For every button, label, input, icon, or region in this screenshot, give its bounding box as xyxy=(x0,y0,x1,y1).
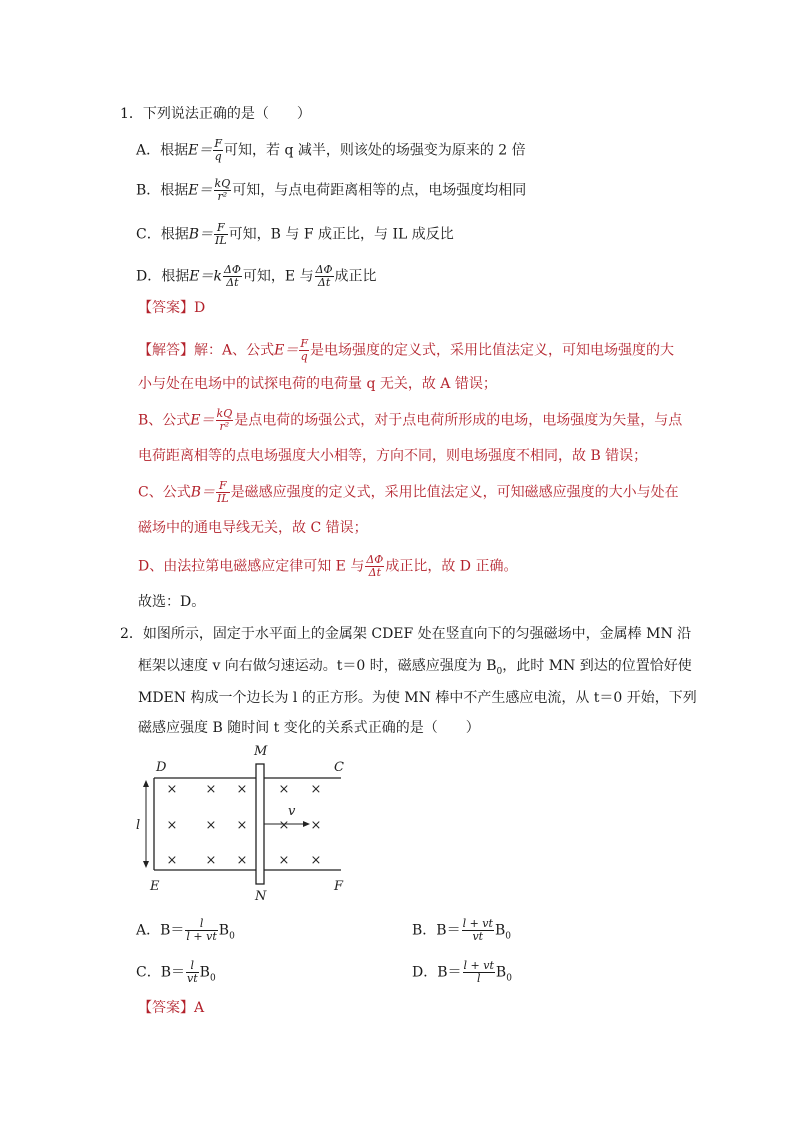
analysis-label: 【解答】 xyxy=(138,342,194,359)
metal-bar-mn xyxy=(256,764,264,884)
fraction-denominator: r² xyxy=(217,190,228,203)
fraction-numerator: F xyxy=(214,137,222,150)
option-d-text: 成正比 xyxy=(334,268,377,285)
option-fraction xyxy=(185,918,217,943)
q2-text: ，此时 MN 到达的位置恰好使 xyxy=(502,658,692,674)
velocity-arrow-head xyxy=(303,821,310,827)
option-d-lhs: E＝k xyxy=(189,268,222,285)
answer-value: A xyxy=(194,1000,205,1016)
fraction-denominator: Δt xyxy=(317,276,331,289)
analysis-text: D、由法拉第电磁感应定律可知 E 与 xyxy=(138,558,365,575)
q2-option-b xyxy=(412,918,511,946)
q2-line-4: 磁感应强度 B 随时间 t 变化的关系式正确的是（ ） xyxy=(138,720,480,736)
label-m: M xyxy=(254,744,268,759)
option-c-prefix: C．根据 xyxy=(136,226,189,243)
option-d-fraction xyxy=(223,264,242,289)
fraction-denominator: q xyxy=(214,150,222,163)
q2-line-3: MDEN 构成一个边长为 l 的正方形。为使 MN 棒中不产生感应电流，从 t＝0 开始，下列 xyxy=(138,690,697,706)
field-cross: × xyxy=(278,853,290,868)
field-cross: × xyxy=(236,782,248,797)
option-prefix: B．B＝ xyxy=(412,922,461,939)
analysis-line-5 xyxy=(138,480,679,505)
option-fraction xyxy=(186,960,199,985)
answer-value: D xyxy=(194,300,206,316)
analysis-line-3 xyxy=(138,408,682,433)
analysis-text: 解：A、公式 xyxy=(194,342,275,359)
label-v: v xyxy=(288,804,296,819)
analysis-text: B、公式 xyxy=(138,412,191,429)
q2-option-d xyxy=(412,960,512,988)
q1-option-b xyxy=(136,178,526,203)
fraction-numerator: F xyxy=(214,222,228,235)
analysis-line-2: 小与处在电场中的试探电荷的电荷量 q 无关，故 A 错误； xyxy=(138,376,497,392)
field-cross: × xyxy=(236,853,248,868)
q1-answer xyxy=(138,298,205,318)
option-b-prefix: B．根据 xyxy=(136,182,189,199)
field-cross: × xyxy=(205,818,217,833)
q2-text: 框架以速度 v 向右做匀速运动。t＝0 时，磁感应强度为 B xyxy=(138,658,497,674)
analysis-line-7 xyxy=(138,554,517,579)
option-d-prefix: D．根据 xyxy=(136,268,190,285)
fraction-denominator: l xyxy=(476,972,481,985)
analysis-text: C、公式 xyxy=(138,484,191,501)
analysis-line-4: 电荷距离相等的点电场强度大小相等，方向不同，则电场强度不相同，故 B 错误； xyxy=(138,448,648,464)
field-cross: × xyxy=(310,853,322,868)
fraction-numerator: kQ xyxy=(214,177,231,190)
option-c-text: 可知，B 与 F 成正比，与 IL 成反比 xyxy=(228,226,454,243)
fraction-numerator: kQ xyxy=(216,407,233,420)
option-b-symbol: B xyxy=(218,922,230,939)
analysis-fraction xyxy=(299,338,309,363)
arrow-head-down xyxy=(143,861,149,868)
arrow-head-up xyxy=(143,780,149,787)
field-cross: × xyxy=(236,818,248,833)
option-b-symbol: B xyxy=(494,922,506,939)
field-cross: × xyxy=(166,853,178,868)
option-d-middle: 可知，E 与 xyxy=(242,268,314,285)
formula-lhs: B＝ xyxy=(190,484,216,501)
fraction-denominator: vt xyxy=(472,930,484,943)
label-l: l xyxy=(136,818,141,833)
field-cross: × xyxy=(166,782,178,797)
option-d-fraction-2 xyxy=(315,264,334,289)
answer-label: 【答案】 xyxy=(138,1000,194,1016)
option-c-lhs: B＝ xyxy=(188,226,214,243)
fraction-denominator: IL xyxy=(215,234,227,247)
option-a-text: 可知，若 q 减半，则该处的场强变为原来的 2 倍 xyxy=(224,142,526,159)
q1-stem: 1．下列说法正确的是（ ） xyxy=(120,106,311,122)
fraction-denominator: Δt xyxy=(368,566,382,579)
subscript: 0 xyxy=(496,666,503,677)
analysis-text: 是点电荷的场强公式，对于点电荷所形成的电场，电场强度为矢量，与点 xyxy=(234,412,683,429)
answer-label: 【答案】 xyxy=(138,300,194,316)
fraction-denominator: l + vt xyxy=(186,930,217,943)
fraction-numerator: l xyxy=(186,960,199,973)
field-cross: × xyxy=(205,853,217,868)
q1-option-c xyxy=(136,222,454,247)
q2-answer xyxy=(138,998,204,1018)
field-cross: × xyxy=(278,818,290,833)
analysis-text: 成正比，故 D 正确。 xyxy=(385,558,518,575)
fraction-numerator: l + vt xyxy=(462,917,493,930)
label-d: D xyxy=(156,760,167,775)
q1-option-d xyxy=(136,264,377,289)
fraction-denominator: Δt xyxy=(226,276,239,289)
subscript: 0 xyxy=(505,931,511,942)
analysis-fraction xyxy=(216,480,230,505)
option-prefix: C．B＝ xyxy=(136,964,185,981)
label-f: F xyxy=(334,879,344,894)
subscript: 0 xyxy=(209,973,216,984)
fraction-denominator: vt xyxy=(187,972,198,985)
option-b-lhs: E＝ xyxy=(188,182,213,199)
field-cross: × xyxy=(166,818,178,833)
q1-option-a xyxy=(136,138,526,163)
option-a-prefix: A．根据 xyxy=(136,142,189,159)
fraction-denominator: r² xyxy=(219,420,230,433)
analysis-line-1 xyxy=(138,338,674,363)
q1-choose: 故选：D。 xyxy=(138,594,206,610)
fraction-numerator: l + vt xyxy=(463,959,494,972)
option-a-fraction xyxy=(213,138,223,163)
field-cross: × xyxy=(278,782,290,797)
option-b-fraction xyxy=(214,178,232,203)
option-b-text: 可知，与点电荷距离相等的点，电场强度均相同 xyxy=(232,182,527,199)
q2-line-1: 2．如图所示，固定于水平面上的金属架 CDEF 处在竖直向下的匀强磁场中，金属棒 MN 沿 xyxy=(120,626,692,642)
option-fraction xyxy=(462,918,494,943)
subscript: 0 xyxy=(229,931,235,942)
formula-lhs: E＝ xyxy=(274,342,299,359)
analysis-fraction xyxy=(216,408,234,433)
fraction-numerator: ΔΦ xyxy=(223,263,241,276)
fraction-numerator: F xyxy=(300,337,308,350)
field-cross: × xyxy=(310,782,322,797)
option-a-lhs: E＝ xyxy=(188,142,213,159)
option-fraction xyxy=(463,960,495,985)
option-b-symbol: B xyxy=(495,964,507,981)
formula-lhs: E＝ xyxy=(190,412,215,429)
option-prefix: A．B＝ xyxy=(136,922,185,939)
analysis-text: 是磁感应强度的定义式，采用比值法定义，可知磁感应强度的大小与处在 xyxy=(230,484,679,501)
label-n: N xyxy=(255,889,267,904)
label-e: E xyxy=(150,879,160,894)
fraction-numerator: F xyxy=(216,480,230,493)
subscript: 0 xyxy=(506,973,512,984)
label-c: C xyxy=(334,760,344,775)
q2-option-a xyxy=(136,918,235,946)
fraction-numerator: l xyxy=(185,918,217,931)
option-c-fraction xyxy=(214,222,228,247)
field-cross: × xyxy=(205,782,217,797)
option-b-symbol: B xyxy=(199,964,210,981)
magnetic-field-figure xyxy=(136,738,366,908)
fraction-denominator: IL xyxy=(217,492,229,505)
q2-line-2 xyxy=(138,656,692,682)
field-cross: × xyxy=(310,818,322,833)
fraction-numerator: ΔΦ xyxy=(366,553,384,566)
q2-option-c xyxy=(136,960,216,988)
option-prefix: D．B＝ xyxy=(412,964,462,981)
fraction-numerator: ΔΦ xyxy=(315,263,333,276)
analysis-fraction xyxy=(365,554,384,579)
analysis-line-6: 磁场中的通电导线无关，故 C 错误； xyxy=(138,520,368,536)
analysis-text: 是电场强度的定义式，采用比值法定义，可知电场强度的大 xyxy=(310,342,674,359)
fraction-denominator: q xyxy=(300,350,308,363)
